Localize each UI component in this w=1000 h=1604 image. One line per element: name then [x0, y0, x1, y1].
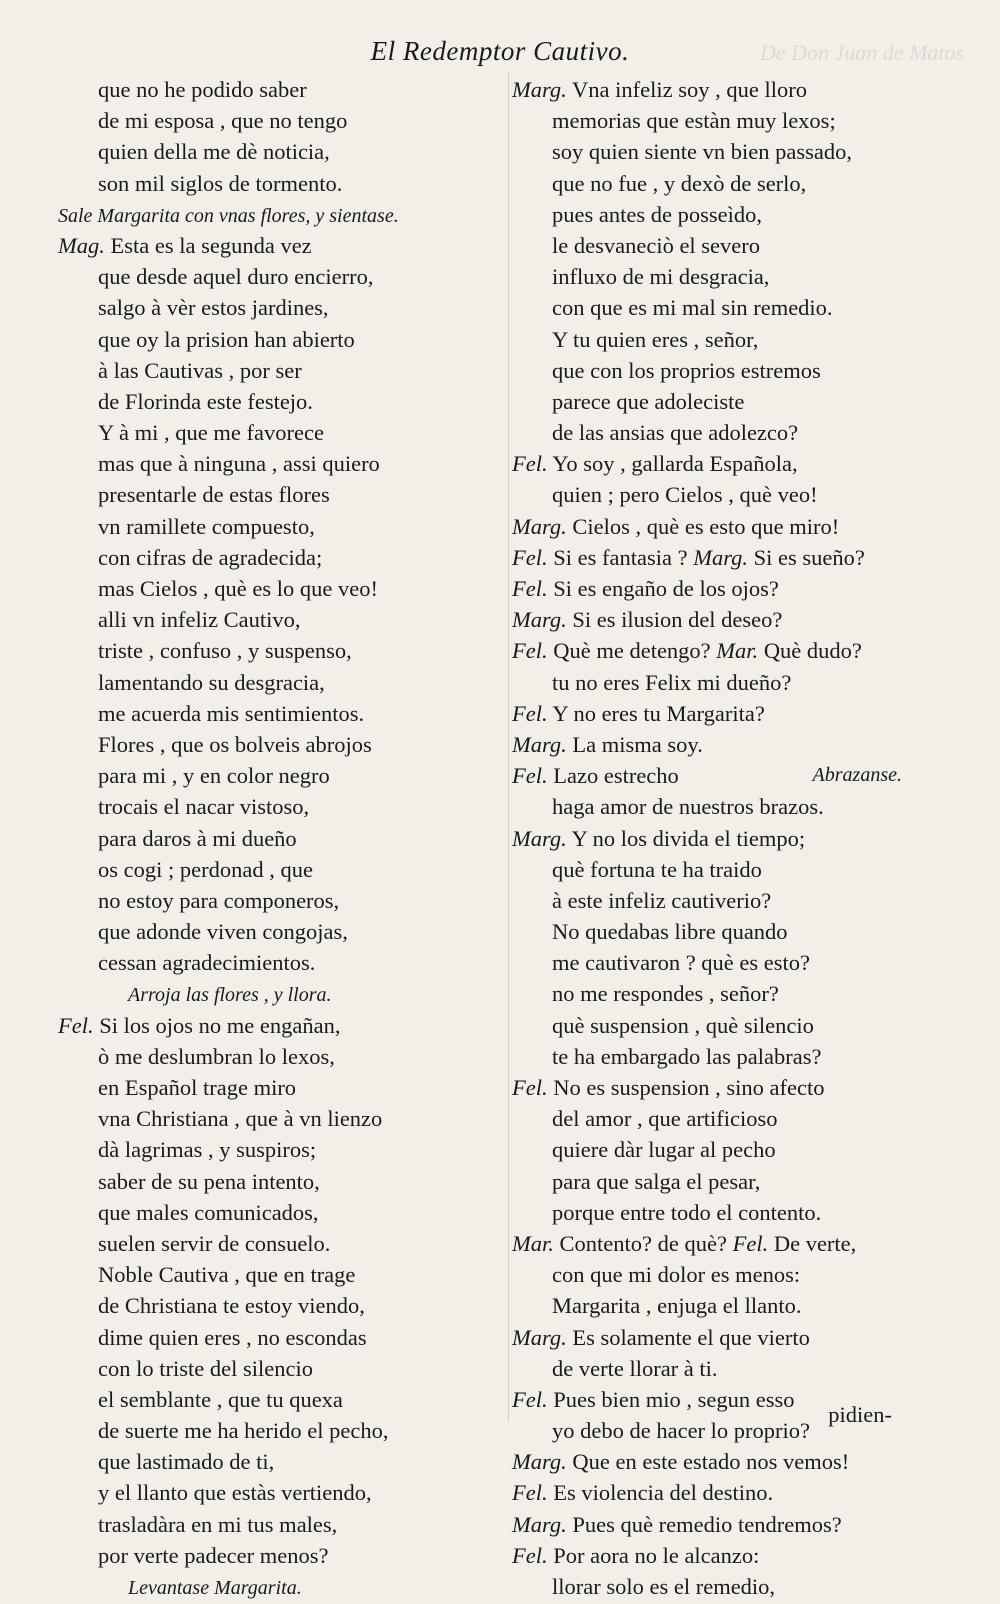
verse-line [58, 292, 488, 323]
verse-line [58, 947, 488, 978]
verse-line [58, 74, 488, 105]
verse-text: que oy la prision han abierto [98, 326, 355, 352]
verse-text: de Florinda este festejo. [98, 388, 313, 414]
verse-text: No es suspension , sino afecto [553, 1075, 825, 1100]
verse-line [58, 1571, 488, 1602]
verse-line [58, 105, 488, 136]
verse-text: Flores , que os bolveis abrojos [98, 731, 372, 757]
speaker-tag: Marg. [512, 731, 567, 757]
verse-text: Margarita , enjuga el llanto. [552, 1293, 802, 1319]
verse-text: Y tu quien eres , señor, [552, 326, 759, 352]
verse-text: triste , confuso , y suspenso, [98, 638, 352, 664]
verse-line [512, 479, 902, 510]
verse-line [58, 885, 488, 916]
verse-text: Si es ilusion del deseo? [572, 607, 783, 633]
verse-text: presentarle de estas flores [98, 482, 330, 508]
verse-text: Es violencia del destino. [553, 1480, 774, 1506]
verse-text: trocais el nacar vistoso, [98, 794, 310, 820]
verse-line [58, 1259, 488, 1290]
verse-text: para daros à mi dueño [98, 825, 297, 851]
speaker-tag: Fel. [512, 1075, 548, 1100]
speaker-tag: Fel. [512, 638, 548, 664]
verse-line [58, 916, 488, 947]
speaker-tag: Marg. [512, 1511, 567, 1537]
verse-text: Pues què remedio tendremos? [572, 1511, 842, 1537]
stage-direction: Sale Margarita con vnas flores, y sientase. [58, 204, 399, 227]
verse-line [58, 978, 488, 1009]
verse-line [512, 1166, 902, 1197]
verse-line [512, 1228, 902, 1259]
verse-text: Por aora no le alcanzo: [553, 1542, 760, 1568]
verse-line [512, 1010, 902, 1041]
verse-line [512, 1041, 902, 1072]
speaker-tag: Mar. [716, 638, 759, 664]
verse-line [512, 1540, 902, 1571]
verse-line [512, 292, 902, 323]
verse-text: yo debo de hacer lo proprio? [552, 1418, 811, 1444]
verse-line [58, 1322, 488, 1353]
verse-text: por verte padecer menos? [98, 1542, 329, 1568]
speaker-tag: Fel. [58, 1012, 94, 1038]
verse-text: dime quien eres , no escondas [98, 1324, 367, 1350]
speaker-tag: Marg. [693, 544, 748, 570]
verse-line [512, 261, 902, 292]
verse-line [58, 324, 488, 355]
verse-text: llorar solo es el remedio, [552, 1574, 776, 1599]
verse-text: que desde aquel duro encierro, [98, 264, 374, 290]
verse-line [58, 635, 488, 666]
verse-text: que lastimado de ti, [98, 1449, 275, 1475]
verse-line [512, 1259, 902, 1290]
verse-text: alli vn infeliz Cautivo, [98, 607, 301, 633]
verse-line [512, 105, 902, 136]
verse-text: quien della me dè noticia, [98, 139, 330, 165]
verse-line [58, 479, 488, 510]
verse-text: Si los ojos no me engañan, [99, 1012, 341, 1038]
verse-line [58, 386, 488, 417]
verse-line [512, 854, 902, 885]
speaker-tag: Fel. [512, 451, 548, 477]
verse-text: me acuerda mis sentimientos. [98, 700, 365, 726]
verse-text: el semblante , que tu quexa [98, 1386, 343, 1412]
verse-text: dà lagrimas , y suspiros; [98, 1137, 317, 1163]
verse-line [512, 698, 902, 729]
verse-text: Si es fantasia ? [553, 544, 688, 570]
verse-line [58, 698, 488, 729]
verse-line [58, 604, 488, 635]
verse-line [512, 448, 902, 479]
verse-line [512, 1353, 902, 1384]
catchword: pidien- [828, 1402, 892, 1427]
verse-line [512, 1571, 902, 1602]
verse-text: Què me detengo? [553, 638, 711, 664]
verse-line [58, 199, 488, 230]
verse-line [58, 1384, 488, 1415]
speaker-tag: Fel. [512, 1480, 548, 1506]
verse-text: Si es engaño de los ojos? [553, 576, 779, 601]
verse-text: Lazo estrecho [553, 763, 679, 789]
verse-line [58, 417, 488, 448]
verse-line [512, 667, 902, 698]
verse-line [58, 1197, 488, 1228]
verse-text: ò me deslumbran lo lexos, [98, 1043, 335, 1069]
verse-text: Y à mi , que me favorece [98, 420, 324, 446]
stage-direction: Abrazanse. [812, 764, 902, 787]
verse-line [512, 168, 902, 199]
verse-line [58, 1228, 488, 1259]
verse-text: Esta es la segunda vez [110, 232, 312, 258]
verse-line [58, 230, 488, 261]
verse-text: con que es mi mal sin remedio. [552, 295, 833, 321]
verse-text: que con los proprios estremos [552, 357, 821, 383]
verse-line [512, 355, 902, 386]
verse-line [512, 136, 902, 167]
verse-line [512, 573, 902, 604]
verse-text: parece que adoleciste [552, 388, 745, 414]
speaker-tag: Mar. [512, 1230, 554, 1256]
verse-line [58, 1446, 488, 1477]
verse-line [58, 448, 488, 479]
verse-line [512, 1290, 902, 1321]
verse-text: pues antes de posseìdo, [552, 201, 762, 227]
verse-line [58, 729, 488, 760]
verse-text: vna Christiana , que à vn lienzo [98, 1106, 383, 1132]
verse-line [58, 1166, 488, 1197]
verse-text: os cogi ; perdonad , que [98, 856, 313, 882]
verse-text: no me respondes , señor? [552, 981, 779, 1007]
verse-text: què suspension , què silencio [552, 1012, 814, 1038]
verse-text: Y no eres tu Margarita? [552, 700, 765, 726]
verse-text: en Español trage miro [98, 1075, 297, 1100]
verse-text: del amor , que artificioso [552, 1106, 778, 1132]
verse-line [58, 168, 488, 199]
verse-text: influxo de mi desgracia, [552, 264, 770, 290]
speaker-tag: Fel. [512, 700, 548, 726]
verse-text: memorias que estàn muy lexos; [552, 108, 836, 134]
speaker-tag: Fel. [732, 1230, 769, 1256]
verse-text: De verte, [773, 1230, 857, 1256]
verse-text: à las Cautivas , por ser [98, 357, 302, 383]
speaker-tag: Marg. [512, 77, 567, 102]
verse-text: quiere dàr lugar al pecho [552, 1137, 776, 1163]
verse-text: de suerte me ha herido el pecho, [98, 1418, 389, 1444]
speaker-tag: Marg. [512, 607, 567, 633]
verse-line [58, 667, 488, 698]
verse-line [58, 511, 488, 542]
verse-text: son mil siglos de tormento. [98, 170, 343, 196]
verse-text: Vna infeliz soy , que lloro [572, 77, 807, 102]
verse-text: que no fue , y dexò de serlo, [552, 170, 807, 196]
verse-line [512, 604, 902, 635]
speaker-tag: Marg. [512, 1449, 567, 1475]
verse-text: trasladàra en mi tus males, [98, 1511, 338, 1537]
verse-line [58, 1103, 488, 1134]
speaker-tag: Fel. [512, 544, 548, 570]
stage-direction: Arroja las flores , y llora. [128, 984, 332, 1007]
verse-text: para mi , y en color negro [98, 763, 330, 789]
speaker-tag: Marg. [512, 1324, 567, 1350]
verse-line [58, 1010, 488, 1041]
verse-line [58, 791, 488, 822]
verse-line [58, 1041, 488, 1072]
running-header: El Redemptor Cautivo. [370, 36, 630, 66]
verse-line [512, 1322, 902, 1353]
verse-line [512, 74, 902, 105]
verse-text: saber de su pena intento, [98, 1168, 320, 1194]
verse-text: que no he podido saber [98, 77, 307, 102]
verse-text: no estoy para componeros, [98, 887, 340, 913]
right-column [512, 74, 902, 1602]
verse-text: Què dudo? [763, 638, 862, 664]
verse-line [58, 823, 488, 854]
bleed-through-text: De Don Juan de Matos [760, 40, 965, 65]
verse-line [58, 542, 488, 573]
verse-line [512, 1477, 902, 1508]
verse-text: de verte llorar à ti. [552, 1355, 718, 1381]
verse-text: con que mi dolor es menos: [552, 1262, 801, 1288]
verse-line [512, 729, 902, 760]
verse-text: mas Cielos , què es lo que veo! [98, 576, 378, 601]
verse-text: La misma soy. [572, 731, 703, 757]
speaker-tag: Fel. [512, 1386, 548, 1412]
verse-line [58, 136, 488, 167]
stage-direction: Levantase Margarita. [128, 1577, 302, 1599]
verse-text: que males comunicados, [98, 1199, 319, 1225]
verse-line [58, 1072, 488, 1103]
verse-text: con lo triste del silencio [98, 1355, 313, 1381]
verse-text: Que en este estado nos vemos! [572, 1449, 850, 1475]
verse-text: porque entre todo el contento. [552, 1199, 822, 1225]
verse-text: de Christiana te estoy viendo, [98, 1293, 365, 1319]
verse-text: con cifras de agradecida; [98, 544, 323, 570]
verse-line [512, 635, 902, 666]
verse-line [58, 854, 488, 885]
verse-line [58, 573, 488, 604]
verse-text: à este infeliz cautiverio? [552, 887, 772, 913]
verse-line [512, 978, 902, 1009]
verse-line [512, 386, 902, 417]
verse-line [512, 542, 902, 573]
verse-text: haga amor de nuestros brazos. [552, 794, 824, 820]
verse-text: y el llanto que estàs vertiendo, [98, 1480, 372, 1506]
verse-line [512, 1072, 902, 1103]
speaker-tag: Fel. [512, 1542, 548, 1568]
verse-line [512, 947, 902, 978]
verse-text: lamentando su desgracia, [98, 669, 325, 695]
speaker-tag: Mag. [58, 232, 105, 258]
verse-text: me cautivaron ? què es esto? [552, 950, 811, 976]
verse-text: què fortuna te ha traido [552, 856, 762, 882]
verse-text: Noble Cautiva , que en trage [98, 1262, 356, 1288]
verse-text: Yo soy , gallarda Española, [552, 451, 798, 477]
verse-text: Contento? de què? [559, 1230, 727, 1256]
speaker-tag: Fel. [512, 576, 548, 601]
verse-text: soy quien siente vn bien passado, [552, 139, 852, 165]
verse-text: que adonde viven congojas, [98, 919, 348, 945]
speaker-tag: Marg. [512, 513, 567, 539]
verse-text: quien ; pero Cielos , què veo! [552, 482, 818, 508]
verse-line [58, 1353, 488, 1384]
verse-text: salgo à vèr estos jardines, [98, 295, 329, 321]
verse-line [512, 1103, 902, 1134]
verse-line [58, 1477, 488, 1508]
verse-text: Si es sueño? [753, 544, 865, 570]
verse-text: tu no eres Felix mi dueño? [552, 669, 792, 695]
verse-line [512, 511, 902, 542]
speaker-tag: Fel. [512, 763, 548, 789]
verse-line [512, 199, 902, 230]
verse-line [512, 1509, 902, 1540]
verse-line [58, 1509, 488, 1540]
verse-line [512, 791, 902, 822]
column-gutter [508, 72, 509, 1422]
verse-line [58, 261, 488, 292]
verse-line [512, 760, 902, 791]
verse-text: Es solamente el que vierto [572, 1324, 810, 1350]
verse-text: le desvaneciò el severo [552, 232, 761, 258]
verse-text: de mi esposa , que no tengo [98, 108, 348, 134]
verse-text: Pues bien mio , segun esso [553, 1386, 795, 1412]
verse-text: Y no los divida el tiempo; [571, 825, 806, 851]
verse-line [58, 1134, 488, 1165]
verse-text: vn ramillete compuesto, [98, 513, 315, 539]
left-column [58, 74, 488, 1602]
verse-line [512, 885, 902, 916]
verse-line [58, 1415, 488, 1446]
verse-line [58, 1290, 488, 1321]
verse-text: No quedabas libre quando [552, 919, 788, 945]
speaker-tag: Marg. [512, 825, 567, 851]
verse-line [512, 1197, 902, 1228]
verse-line [58, 355, 488, 386]
verse-text: mas que à ninguna , assi quiero [98, 451, 380, 477]
verse-line [58, 1540, 488, 1571]
verse-text: cessan agradecimientos. [98, 950, 316, 976]
verse-line [512, 916, 902, 947]
verse-line [512, 823, 902, 854]
verse-line [512, 417, 902, 448]
verse-line [512, 1134, 902, 1165]
verse-text: de las ansias que adolezco? [552, 420, 799, 446]
verse-text: Cielos , què es esto que miro! [572, 513, 840, 539]
verse-line [58, 760, 488, 791]
verse-text: te ha embargado las palabras? [552, 1043, 822, 1069]
verse-line [512, 1446, 902, 1477]
verse-text: para que salga el pesar, [552, 1168, 761, 1194]
verse-line [512, 324, 902, 355]
verse-line [512, 230, 902, 261]
verse-text: suelen servir de consuelo. [98, 1230, 331, 1256]
